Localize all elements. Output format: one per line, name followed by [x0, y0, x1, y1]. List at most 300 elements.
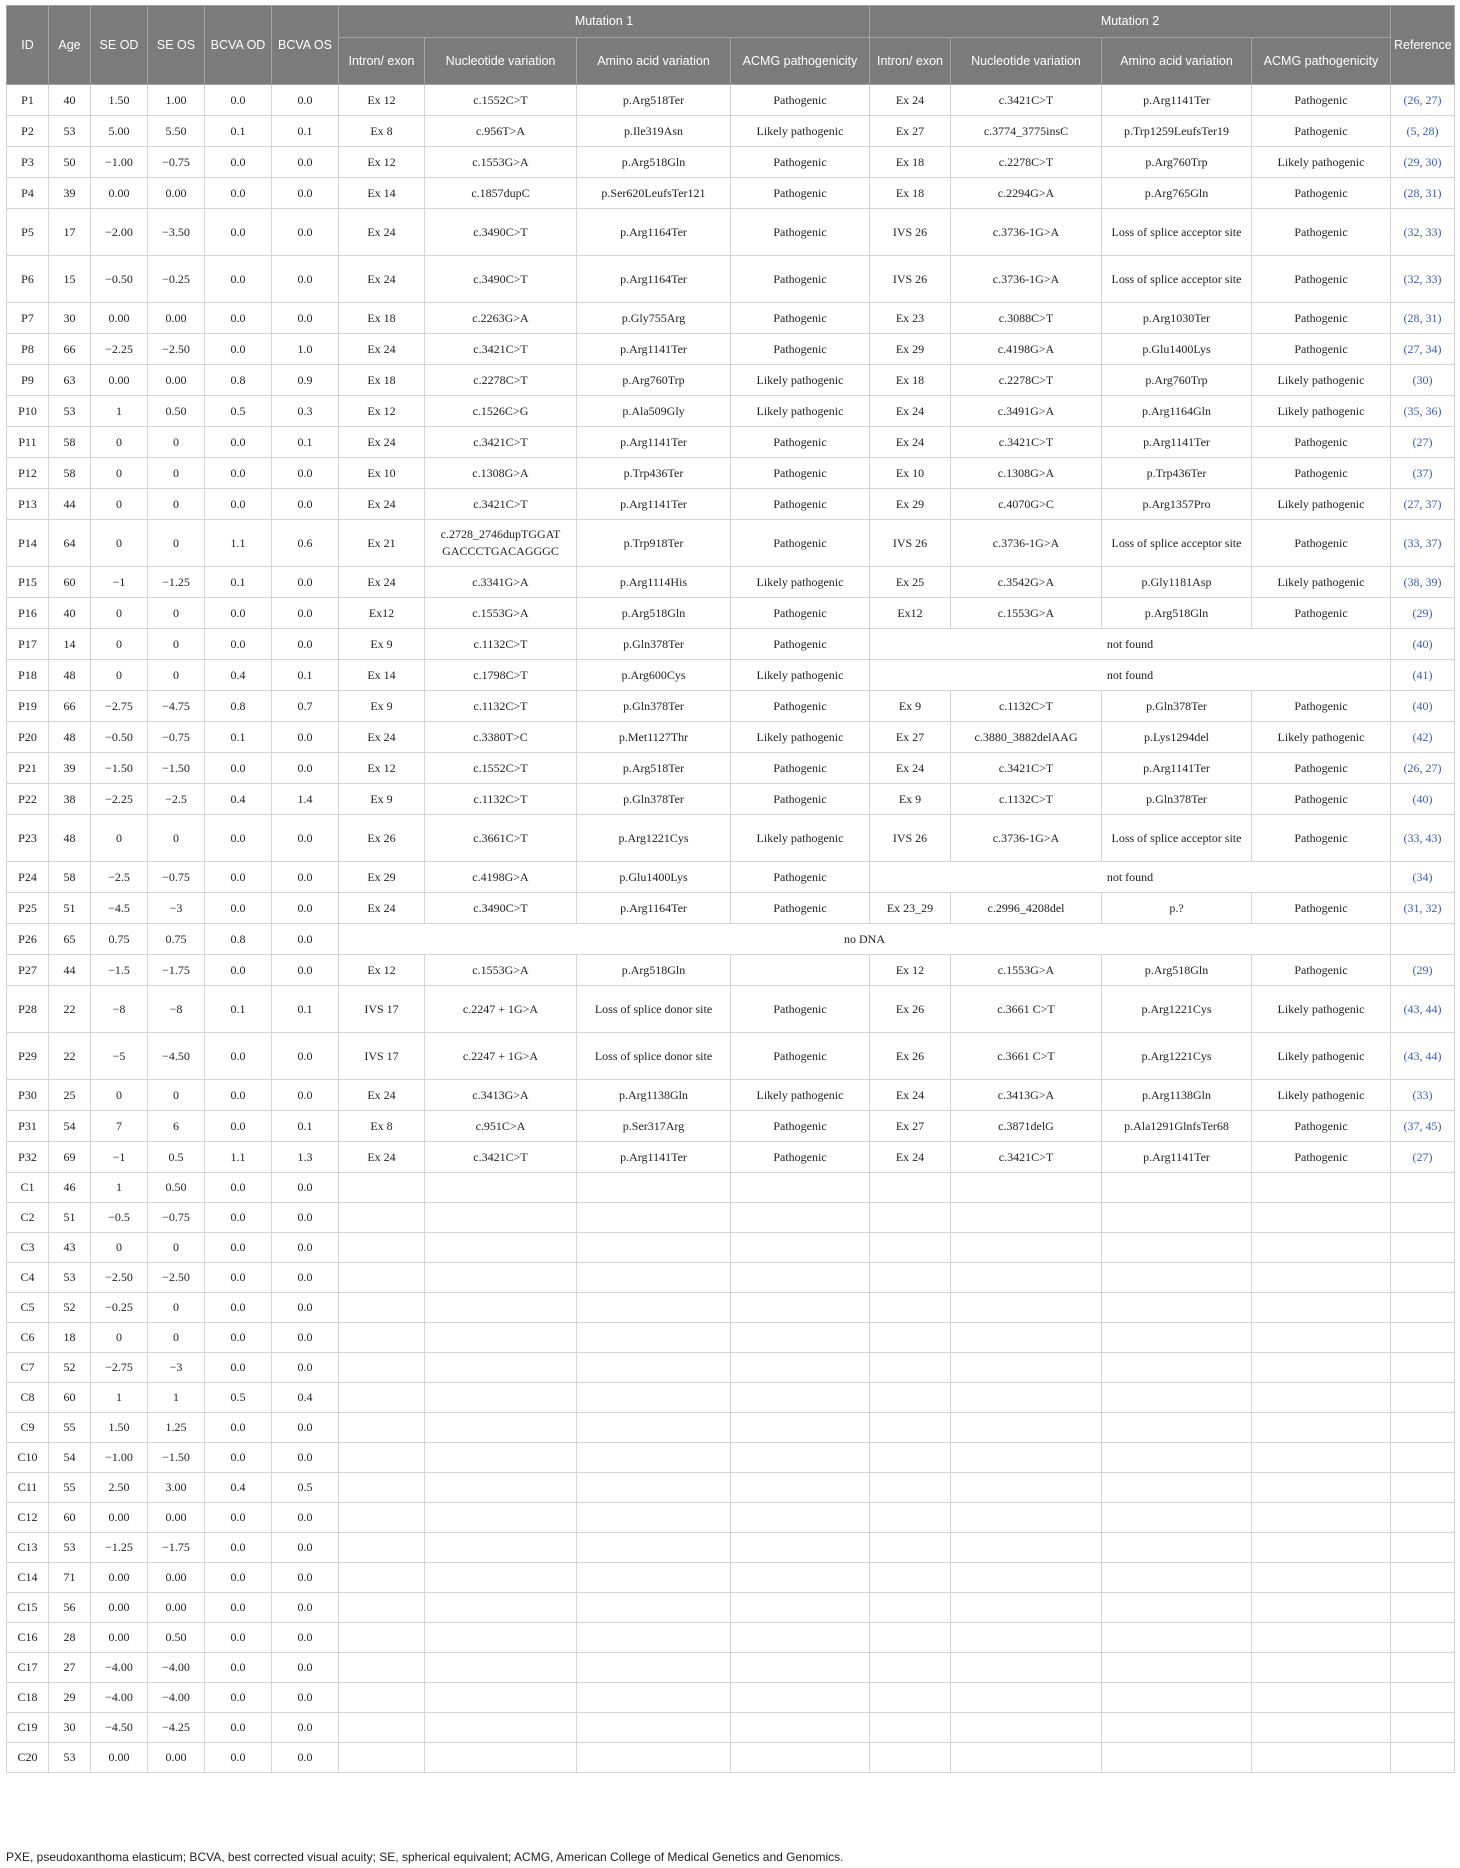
cell-se-od: 5.00 [91, 116, 148, 147]
m1-cell-intron-exon: Ex 24 [339, 334, 425, 365]
m1-cell-amino-acid: p.Arg1164Ter [577, 256, 731, 303]
cell-se-od: −4.50 [91, 1713, 148, 1743]
table-row [7, 1443, 1455, 1473]
cell-empty [951, 1323, 1102, 1353]
cell-reference: (40) [1391, 629, 1455, 660]
cell-se-od: −5 [91, 1033, 148, 1080]
cell-empty [870, 1203, 951, 1233]
m2-cell-intron-exon: Ex 27 [870, 116, 951, 147]
cell-id: P26 [7, 924, 49, 955]
m2-cell-amino-acid: p.Trp436Ter [1102, 458, 1252, 489]
cell-reference: (26, 27) [1391, 753, 1455, 784]
cell-reference: (41) [1391, 660, 1455, 691]
cell-reference: (32, 33) [1391, 209, 1455, 256]
cell-empty [870, 1683, 951, 1713]
cell-empty [339, 1353, 425, 1383]
cell-empty [1252, 1713, 1391, 1743]
m2-cell-nucleotide: c.4070G>C [951, 489, 1102, 520]
m2-cell-amino-acid: p.Arg1221Cys [1102, 1033, 1252, 1080]
cell-bcva-od: 0.0 [205, 209, 272, 256]
m1-cell-nucleotide: c.1552C>T [425, 753, 577, 784]
cell-bcva-os: 0.0 [272, 303, 339, 334]
cell-age: 22 [49, 1033, 91, 1080]
cell-se-od: −1.50 [91, 753, 148, 784]
cell-bcva-od: 0.0 [205, 427, 272, 458]
cell-se-od: −2.00 [91, 209, 148, 256]
cell-bcva-od: 0.8 [205, 924, 272, 955]
cell-bcva-od: 0.0 [205, 1653, 272, 1683]
table-row [7, 1413, 1455, 1443]
m1-cell-intron-exon: Ex 24 [339, 722, 425, 753]
cell-empty [1391, 1653, 1455, 1683]
m1-cell-acmg: Pathogenic [731, 691, 870, 722]
cell-empty [425, 1503, 577, 1533]
cell-bcva-od: 0.0 [205, 147, 272, 178]
m2-cell-nucleotide: c.1553G>A [951, 955, 1102, 986]
table-row [7, 629, 1455, 660]
cell-se-os: 0 [148, 598, 205, 629]
m2-cell-amino-acid: p.Ala1291GlnfsTer68 [1102, 1111, 1252, 1142]
cell-age: 48 [49, 660, 91, 691]
m1-cell-nucleotide: c.2263G>A [425, 303, 577, 334]
cell-id: P29 [7, 1033, 49, 1080]
cell-empty [1252, 1203, 1391, 1233]
cell-empty [1102, 1233, 1252, 1263]
cell-bcva-od: 0.0 [205, 1503, 272, 1533]
cell-bcva-os: 1.3 [272, 1142, 339, 1173]
cell-id: C2 [7, 1203, 49, 1233]
cell-age: 53 [49, 1533, 91, 1563]
table-row [7, 178, 1455, 209]
cell-reference: (37, 45) [1391, 1111, 1455, 1142]
cell-bcva-os: 0.0 [272, 1743, 339, 1773]
cell-id: P1 [7, 85, 49, 116]
cell-age: 14 [49, 629, 91, 660]
cell-se-os: 0 [148, 1233, 205, 1263]
cell-se-od: 0.75 [91, 924, 148, 955]
m1-cell-intron-exon: Ex 24 [339, 209, 425, 256]
m1-cell-nucleotide: c.1553G>A [425, 955, 577, 986]
cell-se-od: 0 [91, 1080, 148, 1111]
cell-age: 17 [49, 209, 91, 256]
cell-empty [339, 1233, 425, 1263]
m1-cell-nucleotide: c.3413G>A [425, 1080, 577, 1111]
cell-empty [870, 1443, 951, 1473]
cell-reference: (26, 27) [1391, 85, 1455, 116]
cell-empty [870, 1653, 951, 1683]
m2-cell-nucleotide: c.3421C>T [951, 85, 1102, 116]
table-row [7, 1653, 1455, 1683]
cell-empty [339, 1263, 425, 1293]
cell-empty [339, 1743, 425, 1773]
m1-cell-acmg: Pathogenic [731, 862, 870, 893]
m1-cell-amino-acid: p.Trp436Ter [577, 458, 731, 489]
m2-cell-intron-exon: Ex 18 [870, 365, 951, 396]
cell-se-od: 0 [91, 660, 148, 691]
cell-empty [951, 1443, 1102, 1473]
cell-id: C1 [7, 1173, 49, 1203]
cell-empty [731, 1353, 870, 1383]
m1-cell-acmg: Likely pathogenic [731, 722, 870, 753]
cell-reference: (40) [1391, 691, 1455, 722]
cell-empty [951, 1563, 1102, 1593]
cell-se-od: 2.50 [91, 1473, 148, 1503]
cell-empty [731, 1173, 870, 1203]
cell-empty [425, 1563, 577, 1593]
m2-cell-acmg: Pathogenic [1252, 458, 1391, 489]
m2-cell-nucleotide: c.2278C>T [951, 147, 1102, 178]
table-row [7, 489, 1455, 520]
cell-bcva-od: 0.4 [205, 660, 272, 691]
cell-id: P25 [7, 893, 49, 924]
cell-empty [1102, 1743, 1252, 1773]
cell-id: P15 [7, 567, 49, 598]
m2-cell-nucleotide: c.3736-1G>A [951, 815, 1102, 862]
table-row [7, 1383, 1455, 1413]
cell-empty [870, 1713, 951, 1743]
m1-cell-nucleotide: c.956T>A [425, 116, 577, 147]
cell-empty [425, 1653, 577, 1683]
cell-empty [1252, 1533, 1391, 1563]
cell-empty [951, 1293, 1102, 1323]
m2-cell-amino-acid: p.Trp1259LeufsTer19 [1102, 116, 1252, 147]
cell-se-os: −1.50 [148, 753, 205, 784]
m1-cell-amino-acid: p.Ser620LeufsTer121 [577, 178, 731, 209]
m2-cell-nucleotide: c.3491G>A [951, 396, 1102, 427]
cell-bcva-od: 0.0 [205, 1111, 272, 1142]
cell-empty [339, 1623, 425, 1653]
cell-reference: (33, 37) [1391, 520, 1455, 567]
m1-cell-amino-acid: Loss of splice donor site [577, 1033, 731, 1080]
cell-id: C16 [7, 1623, 49, 1653]
cell-bcva-od: 1.1 [205, 520, 272, 567]
m2-cell-acmg: Likely pathogenic [1252, 567, 1391, 598]
cell-se-os: 0 [148, 520, 205, 567]
m1-cell-acmg: Pathogenic [731, 256, 870, 303]
cell-empty [1252, 1473, 1391, 1503]
cell-empty [425, 1743, 577, 1773]
cell-empty [731, 1653, 870, 1683]
m2-cell-intron-exon: Ex 25 [870, 567, 951, 598]
cell-se-os: −1.75 [148, 955, 205, 986]
m2-cell-amino-acid: p.Glu1400Lys [1102, 334, 1252, 365]
m1-cell-amino-acid: p.Gln378Ter [577, 629, 731, 660]
cell-empty [1391, 1743, 1455, 1773]
cell-bcva-os: 0.0 [272, 1353, 339, 1383]
m2-cell-intron-exon: Ex 18 [870, 178, 951, 209]
m2-cell-nucleotide: c.3421C>T [951, 427, 1102, 458]
m1-cell-amino-acid: Loss of splice donor site [577, 986, 731, 1033]
m2-cell-intron-exon: IVS 26 [870, 815, 951, 862]
cell-empty [1102, 1443, 1252, 1473]
table-row [7, 85, 1455, 116]
cell-bcva-os: 0.0 [272, 722, 339, 753]
cell-age: 22 [49, 986, 91, 1033]
m1-cell-nucleotide: c.951C>A [425, 1111, 577, 1142]
m1-cell-intron-exon: Ex 12 [339, 955, 425, 986]
cell-empty [731, 1323, 870, 1353]
cell-age: 15 [49, 256, 91, 303]
header-m1-acmg: ACMG pathogenicity [731, 38, 870, 85]
cell-empty [1391, 1713, 1455, 1743]
cell-se-os: 5.50 [148, 116, 205, 147]
table-row [7, 116, 1455, 147]
cell-bcva-os: 0.0 [272, 567, 339, 598]
cell-empty [951, 1593, 1102, 1623]
m1-cell-amino-acid: p.Trp918Ter [577, 520, 731, 567]
cell-bcva-od: 0.0 [205, 1533, 272, 1563]
cell-bcva-od: 0.0 [205, 1623, 272, 1653]
m2-cell-intron-exon: Ex 10 [870, 458, 951, 489]
m2-cell-nucleotide: c.1132C>T [951, 784, 1102, 815]
cell-empty [339, 1173, 425, 1203]
header-m2-acmg: ACMG pathogenicity [1252, 38, 1391, 85]
m2-cell-nucleotide: c.2278C>T [951, 365, 1102, 396]
table-row [7, 520, 1455, 567]
cell-se-os: 0.00 [148, 1503, 205, 1533]
cell-age: 64 [49, 520, 91, 567]
m2-cell-intron-exon: Ex 12 [870, 955, 951, 986]
m1-cell-nucleotide: c.1798C>T [425, 660, 577, 691]
cell-empty [425, 1233, 577, 1263]
cell-bcva-od: 0.0 [205, 1683, 272, 1713]
cell-empty [339, 1383, 425, 1413]
cell-bcva-os: 0.0 [272, 924, 339, 955]
cell-empty [1391, 1563, 1455, 1593]
cell-empty [870, 1383, 951, 1413]
header-mutation-1: Mutation 1 [339, 6, 870, 38]
cell-age: 48 [49, 722, 91, 753]
m1-cell-acmg: Likely pathogenic [731, 815, 870, 862]
cell-empty [1252, 1653, 1391, 1683]
cell-age: 52 [49, 1353, 91, 1383]
cell-se-os: 1.00 [148, 85, 205, 116]
cell-bcva-od: 0.4 [205, 1473, 272, 1503]
cell-se-os: −1.50 [148, 1443, 205, 1473]
table-container [6, 5, 1454, 1773]
cell-empty [1391, 1683, 1455, 1713]
cell-empty [1391, 1443, 1455, 1473]
cell-id: P11 [7, 427, 49, 458]
m1-cell-nucleotide: c.2728_2746dupTGGAT GACCCTGACAGGGC [425, 520, 577, 567]
m2-cell-acmg: Pathogenic [1252, 520, 1391, 567]
cell-age: 50 [49, 147, 91, 178]
m1-cell-amino-acid: p.Gln378Ter [577, 784, 731, 815]
cell-bcva-os: 0.3 [272, 396, 339, 427]
cell-se-os: 0.00 [148, 303, 205, 334]
cell-note: no DNA [339, 924, 1391, 955]
cell-empty [1102, 1533, 1252, 1563]
cell-bcva-os: 0.0 [272, 1203, 339, 1233]
m1-cell-intron-exon: Ex 21 [339, 520, 425, 567]
cell-bcva-os: 0.0 [272, 598, 339, 629]
cell-age: 71 [49, 1563, 91, 1593]
cell-reference: (27, 34) [1391, 334, 1455, 365]
cell-empty [870, 1743, 951, 1773]
m1-cell-intron-exon: Ex 18 [339, 365, 425, 396]
cell-bcva-od: 0.0 [205, 1263, 272, 1293]
cell-age: 65 [49, 924, 91, 955]
cell-empty [731, 1293, 870, 1323]
m1-cell-nucleotide: c.2247 + 1G>A [425, 1033, 577, 1080]
cell-se-od: −2.50 [91, 1263, 148, 1293]
m2-cell-amino-acid: p.Arg518Gln [1102, 598, 1252, 629]
cell-empty [1102, 1653, 1252, 1683]
cell-age: 39 [49, 178, 91, 209]
cell-se-os: −0.75 [148, 1203, 205, 1233]
cell-id: C8 [7, 1383, 49, 1413]
cell-se-os: 3.00 [148, 1473, 205, 1503]
cell-bcva-os: 0.0 [272, 256, 339, 303]
m2-cell-amino-acid: p.Arg518Gln [1102, 955, 1252, 986]
m1-cell-acmg: Pathogenic [731, 1033, 870, 1080]
cell-reference: (27) [1391, 1142, 1455, 1173]
m1-cell-intron-exon: IVS 17 [339, 1033, 425, 1080]
cell-id: P3 [7, 147, 49, 178]
m2-cell-nucleotide: c.3413G>A [951, 1080, 1102, 1111]
cell-id: C15 [7, 1593, 49, 1623]
cell-reference: (42) [1391, 722, 1455, 753]
m1-cell-acmg: Likely pathogenic [731, 567, 870, 598]
m1-cell-acmg: Pathogenic [731, 209, 870, 256]
cell-bcva-os: 0.0 [272, 1443, 339, 1473]
m2-cell-nucleotide: c.1308G>A [951, 458, 1102, 489]
cell-reference: (27) [1391, 427, 1455, 458]
cell-se-od: 0 [91, 1233, 148, 1263]
header-m1-amino-acid: Amino acid variation [577, 38, 731, 85]
cell-empty [1102, 1713, 1252, 1743]
cell-id: C14 [7, 1563, 49, 1593]
cell-id: P22 [7, 784, 49, 815]
m1-cell-nucleotide: c.1132C>T [425, 629, 577, 660]
m1-cell-nucleotide: c.3490C>T [425, 209, 577, 256]
table-row [7, 1623, 1455, 1653]
cell-id: P32 [7, 1142, 49, 1173]
cell-bcva-od: 0.0 [205, 1233, 272, 1263]
cell-se-os: 0 [148, 660, 205, 691]
cell-se-os: −3 [148, 1353, 205, 1383]
cell-empty [951, 1353, 1102, 1383]
cell-empty [425, 1323, 577, 1353]
cell-note: not found [870, 660, 1391, 691]
cell-age: 60 [49, 567, 91, 598]
cell-empty [951, 1263, 1102, 1293]
cell-se-os: 0.50 [148, 1623, 205, 1653]
cell-id: C10 [7, 1443, 49, 1473]
table-row [7, 1353, 1455, 1383]
cell-bcva-os: 0.0 [272, 955, 339, 986]
cell-age: 60 [49, 1383, 91, 1413]
cell-age: 29 [49, 1683, 91, 1713]
cell-empty [731, 1563, 870, 1593]
cell-bcva-od: 0.0 [205, 1563, 272, 1593]
cell-empty [731, 1683, 870, 1713]
cell-empty [731, 1503, 870, 1533]
cell-bcva-os: 0.1 [272, 116, 339, 147]
table-row [7, 365, 1455, 396]
table-row [7, 334, 1455, 365]
m2-cell-acmg: Pathogenic [1252, 116, 1391, 147]
cell-empty [1252, 1743, 1391, 1773]
cell-empty [339, 1593, 425, 1623]
m1-cell-nucleotide: c.1553G>A [425, 147, 577, 178]
cell-bcva-od: 0.0 [205, 1293, 272, 1323]
cell-bcva-os: 0.0 [272, 1233, 339, 1263]
cell-empty [1391, 1593, 1455, 1623]
cell-bcva-od: 0.0 [205, 256, 272, 303]
cell-empty [1252, 1413, 1391, 1443]
cell-empty [731, 1383, 870, 1413]
cell-empty [339, 1413, 425, 1443]
cell-empty [1102, 1383, 1252, 1413]
cell-note: not found [870, 629, 1391, 660]
m1-cell-acmg: Pathogenic [731, 986, 870, 1033]
m1-cell-intron-exon: Ex 12 [339, 85, 425, 116]
cell-se-os: 0 [148, 1293, 205, 1323]
cell-bcva-os: 0.0 [272, 1323, 339, 1353]
cell-se-os: 0 [148, 629, 205, 660]
cell-se-od: 1.50 [91, 1413, 148, 1443]
cell-se-os: −4.75 [148, 691, 205, 722]
m2-cell-intron-exon: Ex 18 [870, 147, 951, 178]
cell-empty [951, 1503, 1102, 1533]
cell-id: C12 [7, 1503, 49, 1533]
cell-empty [951, 1473, 1102, 1503]
cell-se-od: 0 [91, 815, 148, 862]
m2-cell-amino-acid: p.Arg760Trp [1102, 147, 1252, 178]
cell-empty [1391, 1323, 1455, 1353]
cell-empty [1252, 1563, 1391, 1593]
cell-empty [1102, 1323, 1252, 1353]
cell-empty [1391, 1623, 1455, 1653]
cell-bcva-os: 0.0 [272, 1503, 339, 1533]
cell-age: 60 [49, 1503, 91, 1533]
cell-id: P18 [7, 660, 49, 691]
cell-se-od: 0 [91, 1323, 148, 1353]
cell-id: C5 [7, 1293, 49, 1323]
m2-cell-nucleotide: c.3736-1G>A [951, 209, 1102, 256]
cell-empty [870, 1563, 951, 1593]
m1-cell-intron-exon: Ex 9 [339, 691, 425, 722]
cell-age: 55 [49, 1473, 91, 1503]
m2-cell-acmg: Pathogenic [1252, 178, 1391, 209]
m1-cell-acmg: Pathogenic [731, 784, 870, 815]
cell-empty [951, 1623, 1102, 1653]
cell-se-od: −0.50 [91, 256, 148, 303]
cell-empty [577, 1473, 731, 1503]
cell-se-od: −2.25 [91, 334, 148, 365]
m1-cell-intron-exon: Ex 9 [339, 629, 425, 660]
m1-cell-amino-acid: p.Arg518Gln [577, 598, 731, 629]
cell-bcva-od: 0.4 [205, 784, 272, 815]
m2-cell-intron-exon: Ex 24 [870, 1080, 951, 1111]
cell-se-od: 1.50 [91, 85, 148, 116]
cell-empty [951, 1233, 1102, 1263]
cell-bcva-od: 0.5 [205, 1383, 272, 1413]
m2-cell-nucleotide: c.1553G>A [951, 598, 1102, 629]
cell-empty [1102, 1563, 1252, 1593]
cell-empty [870, 1323, 951, 1353]
table-row [7, 1111, 1455, 1142]
cell-bcva-od: 0.0 [205, 1353, 272, 1383]
m1-cell-nucleotide: c.3490C>T [425, 256, 577, 303]
cell-age: 53 [49, 1263, 91, 1293]
cell-se-od: 1 [91, 1173, 148, 1203]
cell-se-od: −0.50 [91, 722, 148, 753]
cell-empty [425, 1383, 577, 1413]
cell-age: 43 [49, 1233, 91, 1263]
cell-id: P8 [7, 334, 49, 365]
